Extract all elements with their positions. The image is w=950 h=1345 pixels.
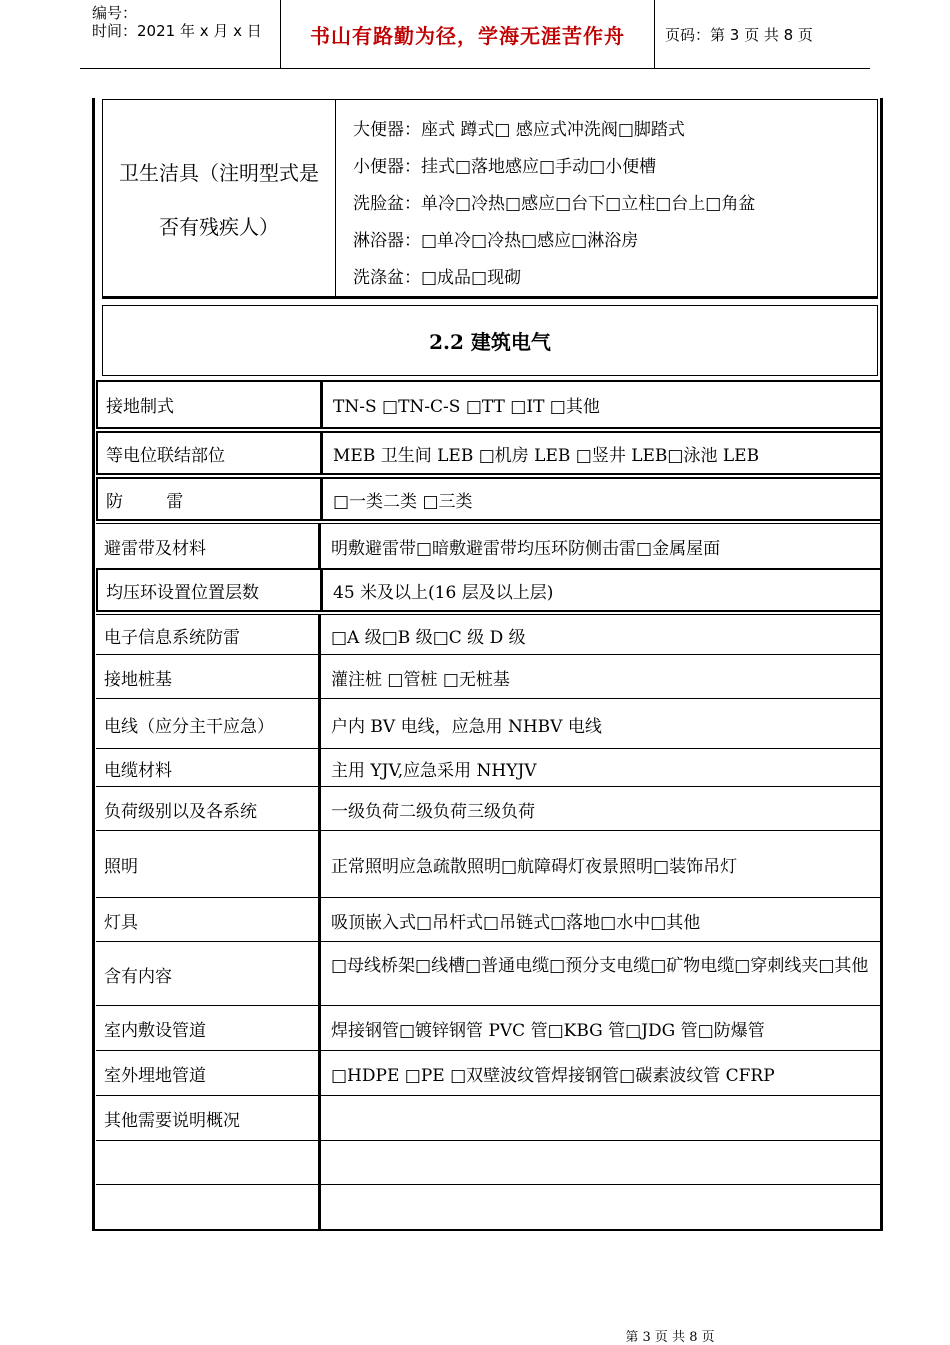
row-label xyxy=(96,1185,318,1230)
table-row xyxy=(96,748,882,787)
table-row xyxy=(96,1184,882,1230)
row-value: 正常照明应急疏散照明□航障碍灯夜景照明□装饰吊灯 xyxy=(318,831,882,898)
row-label: 负荷级别以及各系统 xyxy=(104,801,257,822)
table-row xyxy=(96,786,882,831)
header-motto: 书山有路勤为径，学海无涯苦作舟 xyxy=(281,0,655,68)
row-label xyxy=(96,1141,318,1185)
table-row xyxy=(96,431,882,475)
table-row xyxy=(96,830,882,898)
document-time: 时间：2021 年 x 月 x 日 xyxy=(92,22,262,40)
option-line: 大便器：座式 蹲式□ 感应式冲洗阀□脚踏式 xyxy=(353,120,685,140)
row-label: 电缆材料 xyxy=(104,760,172,781)
table-row xyxy=(96,1050,882,1096)
header-meta xyxy=(80,0,281,68)
sanitary-ware-label xyxy=(103,100,336,296)
row-value: □HDPE □PE □双壁波纹管焊接钢管□碳素波纹管 CFRP xyxy=(318,1051,882,1096)
row-label: 照明 xyxy=(104,857,138,877)
row-value: TN-S □TN-C-S □TT □IT □其他 xyxy=(320,382,880,427)
row-label: 均压环设置位置层数 xyxy=(106,582,259,603)
row-label: 防 雷 xyxy=(106,491,184,512)
row-value xyxy=(318,1141,882,1185)
table-bottom-border xyxy=(92,1229,883,1231)
row-value: 明敷避雷带□暗敷避雷带均压环防侧击雷□金属屋面 xyxy=(318,524,882,568)
row-value xyxy=(318,1096,882,1141)
page-footer: 第 3 页 共 8 页 xyxy=(625,1330,715,1345)
row-label: 室外埋地管道 xyxy=(104,1066,206,1086)
table-row xyxy=(96,654,882,699)
option-line: 洗涤盆：□成品□现砌 xyxy=(353,268,522,288)
table-row xyxy=(96,1095,882,1141)
row-value: □母线桥架□线槽□普通电缆□预分支电缆□矿物电缆□穿刺线夹□其他 xyxy=(318,942,882,1006)
sanitary-ware-row xyxy=(102,99,878,299)
row-label: 电线（应分主干应急） xyxy=(104,716,274,737)
document-number: 编号： xyxy=(92,4,138,22)
row-value: 一级负荷二级负荷三级负荷 xyxy=(318,787,882,831)
row-value xyxy=(318,1185,882,1230)
option-line: 小便器：挂式□落地感应□手动□小便槽 xyxy=(353,157,657,177)
row-value: 吸顶嵌入式□吊杆式□吊链式□落地□水中□其他 xyxy=(318,898,882,942)
sanitary-label-line1: 卫生洁具（注明型式是 xyxy=(119,161,319,185)
row-label: 电子信息系统防雷 xyxy=(104,627,240,648)
row-value: MEB 卫生间 LEB □机房 LEB □竖井 LEB□泳池 LEB xyxy=(320,433,880,473)
row-value: 焊接钢管□镀锌钢管 PVC 管□KBG 管□JDG 管□防爆管 xyxy=(318,1006,882,1051)
table-row xyxy=(96,568,882,612)
row-value: 主用 YJV,应急采用 NHYJV xyxy=(318,749,882,787)
row-label: 接地桩基 xyxy=(104,669,172,690)
row-label: 避雷带及材料 xyxy=(104,538,206,559)
section-title: 2.2 建筑电气 xyxy=(102,305,878,376)
row-value: 户内 BV 电线，应急用 NHBV 电线 xyxy=(318,699,882,749)
row-label: 灯具 xyxy=(104,912,138,933)
option-line: 洗脸盆：单冷□冷热□感应□台下□立柱□台上□角盆 xyxy=(353,194,756,214)
table-row xyxy=(96,1140,882,1185)
table-row xyxy=(96,523,882,568)
table-row xyxy=(96,1005,882,1051)
row-label: 含有内容 xyxy=(104,966,172,987)
row-value: 45 米及以上(16 层及以上层) xyxy=(320,570,880,610)
page-info: 页码：第 3 页 共 8 页 xyxy=(665,25,813,44)
table-row xyxy=(96,897,882,942)
option-line: 淋浴器：□单冷□冷热□感应□淋浴房 xyxy=(353,231,639,251)
row-value: 灌注桩 □管桩 □无桩基 xyxy=(318,655,882,699)
row-label: 其他需要说明概况 xyxy=(104,1111,240,1131)
table-row xyxy=(96,380,882,429)
row-value: □一类二类 □三类 xyxy=(320,479,880,519)
table-row xyxy=(96,614,882,655)
table-row xyxy=(96,477,882,521)
table-row xyxy=(96,698,882,749)
sanitary-label-line2: 否有残疾人） xyxy=(159,215,279,239)
page-header xyxy=(80,0,870,69)
table-row xyxy=(96,941,882,1006)
row-value: □A 级□B 级□C 级 D 级 xyxy=(318,615,882,655)
row-label: 等电位联结部位 xyxy=(106,445,225,466)
sanitary-ware-options xyxy=(353,112,755,297)
row-label: 接地制式 xyxy=(106,397,174,417)
row-label: 室内敷设管道 xyxy=(104,1021,206,1041)
